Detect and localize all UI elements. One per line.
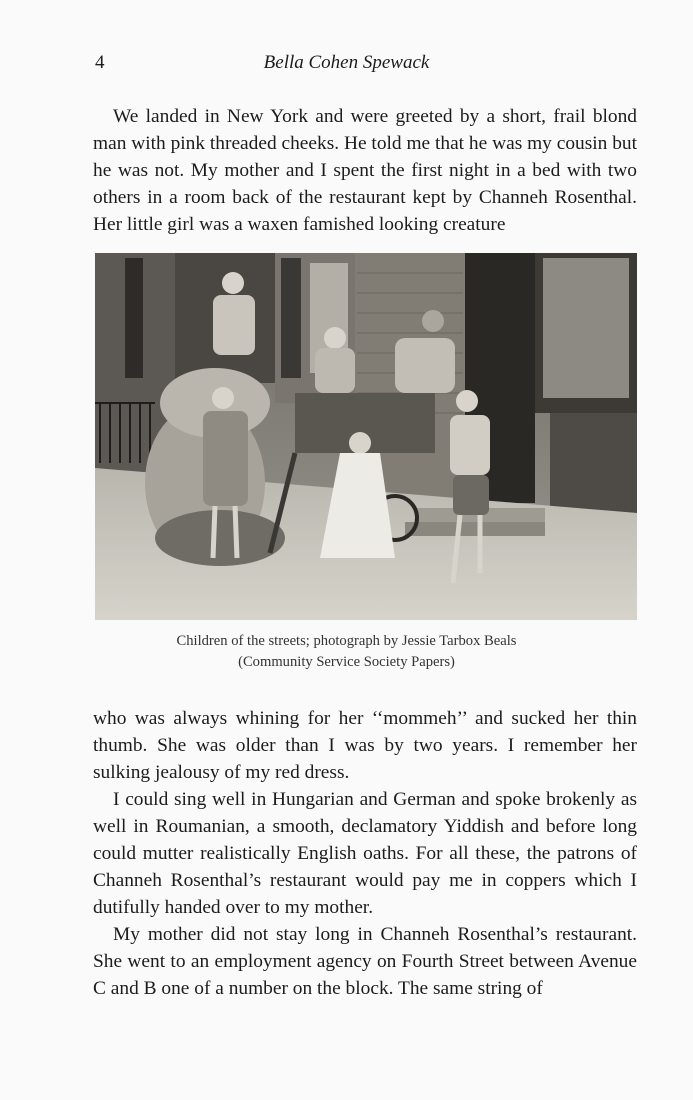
- photo-illustration: [95, 253, 637, 620]
- paragraph: My mother did not stay long in Channeh Rosenthal’s restaurant. She went to an employment agency on Fourth Street between Avenue C and B one of a number on the block. The same string of: [93, 924, 637, 999]
- caption-line: (Community Service Society Papers): [238, 654, 455, 670]
- page-number: 4: [95, 52, 105, 73]
- paragraph: I could sing well in Hungarian and German and spoke brokenly as well in Roumanian, a smooth, declamatory Yiddish and before long could mutter realistically English oaths. For all these, the patrons of Channeh Rosenthal’s restaurant would pay me in coppers which I dutifully handed over to my mother.: [93, 789, 637, 918]
- street-children-photograph: [95, 253, 637, 620]
- paragraph: We landed in New York and were greeted by a short, frail blond man with pink threaded cheeks. He told me that he was my cousin but he was not. My mother and I spent the first night in a bed with two others in a room back of the restaurant kept by Channeh Rosenthal. Her little girl was a waxen famished looking creature: [93, 106, 637, 235]
- body-text-top: [93, 103, 637, 238]
- paragraph: who was always whining for her ‘‘mommeh’’ and sucked her thin thumb. She was older than I was by two years. I remember her sulking jealousy of my red dress.: [93, 708, 637, 783]
- book-title: Bella Cohen Spewack: [263, 52, 430, 73]
- running-head: [0, 52, 693, 80]
- figure-caption: [0, 631, 693, 673]
- body-text-bottom: [93, 705, 637, 1002]
- caption-line: Children of the streets; photograph by Jessie Tarbox Beals: [176, 633, 517, 649]
